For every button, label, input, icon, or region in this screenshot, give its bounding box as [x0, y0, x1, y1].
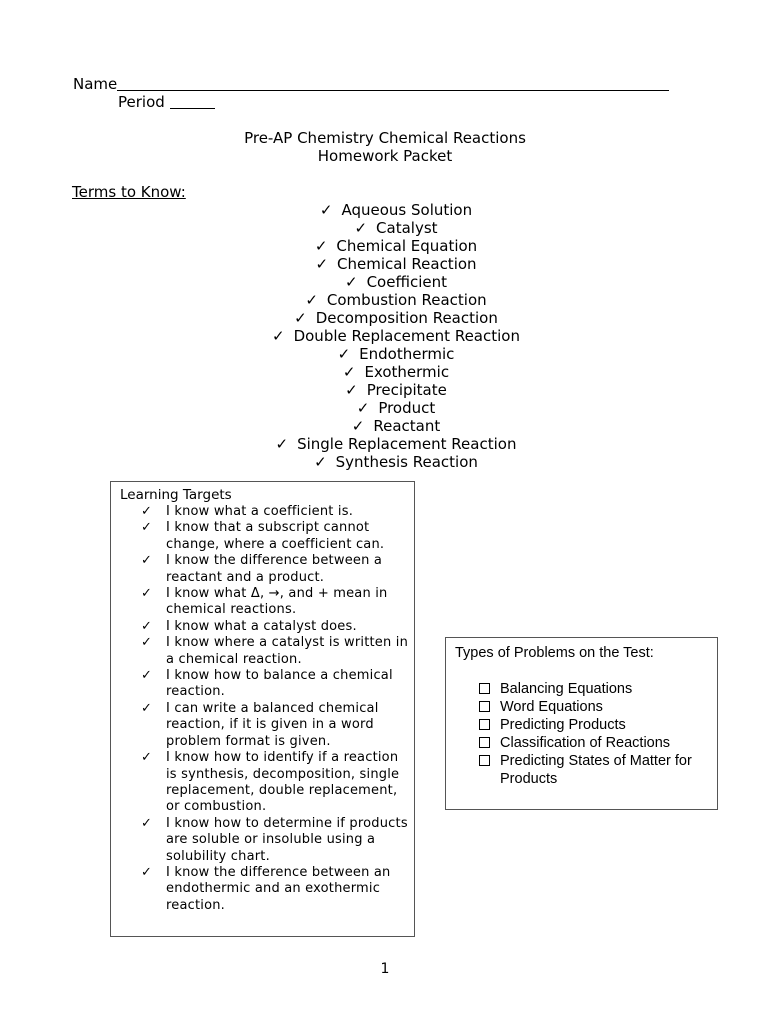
checkmark-icon: ✓	[342, 363, 356, 381]
checkmark-icon: ✓	[314, 453, 327, 471]
checkmark-icon: ✓	[141, 504, 153, 519]
test-types-list	[446, 680, 717, 788]
learning-target-item-text: I know where a catalyst is written in a chemical reaction.	[166, 635, 409, 667]
term-item-text: Precipitate	[366, 381, 447, 399]
period-blank[interactable]	[170, 93, 215, 109]
learning-target-item-text: I know the difference between a reactant and a product.	[166, 553, 383, 585]
term-item	[0, 273, 770, 291]
term-item-text: Product	[378, 399, 436, 417]
test-type-text: Word Equations	[500, 699, 603, 715]
test-type-item	[446, 680, 717, 698]
term-item-text: Aqueous Solution	[341, 201, 473, 219]
test-type-text: Predicting Products	[500, 717, 626, 733]
checkbox-icon[interactable]	[479, 701, 490, 712]
learning-target-item	[111, 586, 416, 619]
period-label: Period	[118, 93, 165, 111]
name-blank[interactable]	[117, 75, 669, 91]
term-item	[0, 291, 770, 309]
checkbox-icon[interactable]	[479, 755, 490, 766]
learning-target-item	[111, 668, 416, 701]
test-types-box	[445, 637, 718, 810]
checkmark-icon: ✓	[275, 435, 289, 453]
test-type-item	[446, 698, 717, 716]
checkbox-icon[interactable]	[479, 683, 490, 694]
term-item	[0, 201, 770, 219]
term-item-text: Chemical Equation	[336, 237, 478, 255]
term-item-text: Combustion Reaction	[326, 291, 487, 309]
term-item-text: Chemical Reaction	[337, 255, 477, 273]
learning-target-item-text: I know how to determine if products are soluble or insoluble using a solubility chart.	[166, 815, 408, 864]
term-item	[0, 327, 770, 345]
learning-target-item-text: I know what a catalyst does.	[166, 618, 357, 634]
terms-heading: Terms to Know:	[72, 183, 186, 201]
learning-target-item-text: I know what a coefficient is.	[166, 504, 354, 519]
checkmark-icon: ✓	[141, 586, 153, 602]
test-type-item	[446, 734, 717, 752]
term-item-text: Endothermic	[359, 345, 455, 363]
learning-targets-box	[110, 481, 415, 937]
checkmark-icon: ✓	[272, 327, 285, 345]
term-item-text: Synthesis Reaction	[335, 453, 478, 471]
term-item	[0, 345, 770, 363]
checkmark-icon: ✓	[141, 815, 153, 831]
term-item	[0, 309, 770, 327]
name-label: Name	[73, 75, 118, 93]
learning-target-item	[111, 553, 416, 586]
title-line-1: Pre-AP Chemistry Chemical Reactions	[244, 129, 526, 147]
checkmark-icon: ✓	[356, 399, 370, 417]
term-item	[0, 435, 770, 453]
checkmark-icon: ✓	[294, 309, 307, 327]
learning-target-item	[111, 520, 416, 553]
learning-target-item-text: I know how to identify if a reaction is synthesis, decomposition, single replacement, double replacement, or combustion.	[166, 750, 400, 815]
page-title	[0, 129, 770, 165]
learning-target-item	[111, 504, 416, 520]
checkmark-icon: ✓	[305, 291, 318, 309]
term-item	[0, 417, 770, 435]
page-number: 1	[380, 961, 390, 977]
checkmark-icon: ✓	[141, 553, 153, 569]
learning-target-item	[111, 750, 416, 816]
term-item	[0, 219, 770, 237]
terms-list	[0, 201, 770, 471]
test-type-text: Balancing Equations	[500, 681, 633, 697]
term-item-text: Coefficient	[366, 273, 447, 291]
term-item-text: Catalyst	[376, 219, 438, 237]
learning-target-item	[111, 816, 416, 865]
checkmark-icon: ✓	[345, 381, 358, 399]
term-item-text: Double Replacement Reaction	[293, 327, 520, 345]
term-item	[0, 237, 770, 255]
checkmark-icon: ✓	[141, 618, 153, 634]
term-item	[0, 363, 770, 381]
term-item	[0, 453, 770, 471]
checkmark-icon: ✓	[315, 255, 329, 273]
checkmark-icon: ✓	[319, 201, 333, 219]
test-type-item	[446, 716, 717, 734]
term-item-text: Decomposition Reaction	[315, 309, 498, 327]
test-types-title: Types of Problems on the Test:	[455, 645, 654, 661]
term-item	[0, 381, 770, 399]
checkmark-icon: ✓	[345, 273, 358, 291]
checkmark-icon: ✓	[314, 237, 328, 255]
learning-target-item-text: I know how to balance a chemical reaction.	[166, 668, 393, 700]
checkmark-icon: ✓	[337, 345, 351, 363]
checkmark-icon: ✓	[141, 635, 153, 651]
term-item-text: Exothermic	[364, 363, 450, 381]
checkmark-icon: ✓	[141, 520, 153, 536]
checkmark-icon: ✓	[141, 750, 153, 766]
checkbox-icon[interactable]	[479, 737, 490, 748]
term-item	[0, 399, 770, 417]
term-item-text: Reactant	[373, 417, 441, 435]
learning-target-item-text: I know that a subscript cannot change, where a coefficient can.	[166, 520, 385, 552]
learning-targets-title: Learning Targets	[120, 487, 232, 503]
term-item	[0, 255, 770, 273]
checkmark-icon: ✓	[354, 219, 368, 237]
test-type-text: Classification of Reactions	[500, 735, 671, 751]
learning-target-item-text: I know what Δ, →, and + mean in chemical reactions.	[166, 586, 388, 618]
learning-target-item	[111, 619, 416, 635]
learning-target-item	[111, 865, 416, 914]
checkmark-icon: ✓	[351, 417, 365, 435]
title-line-2: Homework Packet	[317, 147, 453, 165]
test-type-text: Predicting States of Matter for Products	[500, 753, 692, 787]
learning-target-item-text: I know the difference between an endothermic and an exothermic reaction.	[166, 864, 391, 913]
checkmark-icon: ✓	[141, 864, 153, 880]
checkbox-icon[interactable]	[479, 719, 490, 730]
learning-targets-list	[111, 504, 416, 914]
test-type-item	[446, 752, 717, 788]
learning-target-item	[111, 701, 416, 750]
period-field[interactable]	[118, 93, 215, 111]
checkmark-icon: ✓	[141, 668, 153, 684]
learning-target-item	[111, 635, 416, 668]
checkmark-icon: ✓	[141, 700, 153, 716]
name-field[interactable]	[73, 75, 669, 93]
term-item-text: Single Replacement Reaction	[297, 435, 517, 453]
learning-target-item-text: I can write a balanced chemical reaction, if it is given in a word problem format is given.	[166, 700, 379, 749]
